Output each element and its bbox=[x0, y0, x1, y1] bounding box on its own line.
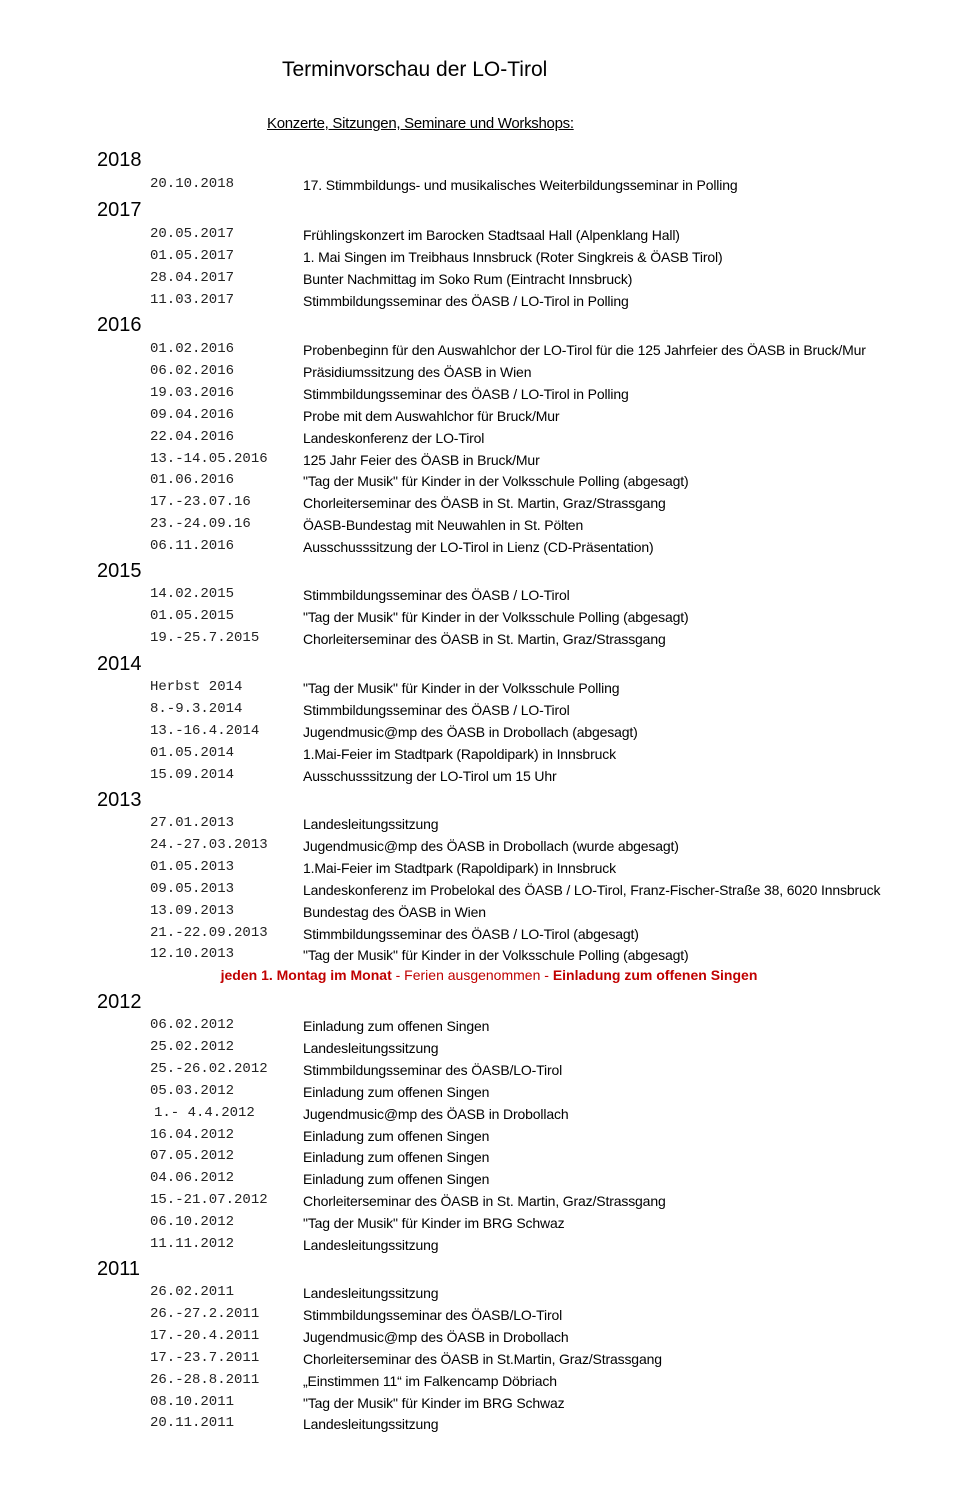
event-row bbox=[0, 341, 978, 363]
event-description: Chorleiterseminar des ÖASB in St.Martin, Graz/Strassgang bbox=[303, 1350, 662, 1367]
event-row bbox=[0, 1105, 978, 1127]
event-description: Ausschusssitzung der LO-Tirol in Lienz (CD-Präsentation) bbox=[303, 539, 654, 556]
year-heading: 2013 bbox=[97, 789, 142, 811]
event-description: Einladung zum offenen Singen bbox=[303, 1083, 490, 1100]
event-description: "Tag der Musik" für Kinder in der Volksschule Polling (abgesagt) bbox=[303, 947, 689, 964]
event-date: 01.02.2016 bbox=[150, 341, 235, 357]
event-row bbox=[0, 385, 978, 407]
event-row bbox=[0, 745, 978, 767]
event-description: Stimmbildungsseminar des ÖASB / LO-Tirol bbox=[303, 587, 570, 603]
event-description: Chorleiterseminar des ÖASB in St. Martin, Graz/Strassgang bbox=[303, 495, 666, 512]
event-description: Einladung zum offenen Singen bbox=[303, 1171, 490, 1188]
event-row bbox=[0, 815, 978, 837]
event-row bbox=[0, 903, 978, 925]
event-description: Ausschusssitzung der LO-Tirol um 15 Uhr bbox=[303, 767, 557, 784]
event-date: 20.10.2018 bbox=[150, 176, 235, 192]
event-date: 06.02.2012 bbox=[150, 1017, 235, 1033]
event-row bbox=[0, 1328, 978, 1350]
event-description: Landesleitungssitzung bbox=[303, 1039, 439, 1056]
event-date: 25.02.2012 bbox=[150, 1038, 235, 1055]
event-date: 15.09.2014 bbox=[150, 766, 235, 783]
event-description: 17. Stimmbildungs- und musikalisches Weiterbildungsseminar in Polling bbox=[303, 177, 738, 193]
event-date: 13.-14.05.2016 bbox=[150, 450, 268, 467]
event-row bbox=[0, 701, 978, 723]
event-description: "Tag der Musik" für Kinder im BRG Schwaz bbox=[303, 1394, 565, 1411]
event-row bbox=[0, 1350, 978, 1372]
event-description: Stimmbildungsseminar des ÖASB / LO-Tirol bbox=[303, 701, 570, 718]
event-date: 11.11.2012 bbox=[150, 1236, 235, 1252]
event-row bbox=[0, 1192, 978, 1214]
event-date: 17.-23.7.2011 bbox=[150, 1349, 260, 1366]
event-date: 14.02.2015 bbox=[150, 586, 235, 602]
event-date: 08.10.2011 bbox=[150, 1393, 235, 1410]
event-date: 13.-16.4.2014 bbox=[150, 722, 260, 739]
event-description: "Tag der Musik" für Kinder in der Volksschule Polling bbox=[303, 680, 620, 696]
event-date: 05.03.2012 bbox=[150, 1082, 235, 1099]
event-description: Bundestag des ÖASB in Wien bbox=[303, 903, 486, 920]
event-date: 26.02.2011 bbox=[150, 1284, 235, 1300]
event-date: 20.05.2017 bbox=[150, 226, 235, 242]
year-heading: 2018 bbox=[97, 149, 142, 171]
event-date: 26.-28.8.2011 bbox=[150, 1371, 260, 1388]
event-row bbox=[0, 429, 978, 451]
notice-exception: - Ferien ausgenommen - bbox=[391, 967, 553, 983]
event-date: 21.-22.09.2013 bbox=[150, 924, 268, 941]
event-description: Frühlingskonzert im Barocken Stadtsaal Hall (Alpenklang Hall) bbox=[303, 227, 680, 243]
event-row bbox=[0, 226, 978, 248]
year-heading: 2016 bbox=[97, 314, 142, 336]
event-date: 01.06.2016 bbox=[150, 472, 235, 489]
year-heading: 2012 bbox=[97, 991, 142, 1013]
event-description: ÖASB-Bundestag mit Neuwahlen in St. Pölten bbox=[303, 517, 584, 534]
event-row bbox=[0, 292, 978, 314]
event-date: 26.-27.2.2011 bbox=[150, 1305, 260, 1322]
event-description: Jugendmusic@mp des ÖASB in Drobollach (wurde abgesagt) bbox=[303, 837, 679, 854]
event-description: 1.Mai-Feier im Stadtpark (Rapoldipark) in Innsbruck bbox=[303, 745, 616, 762]
event-description: Landesleitungssitzung bbox=[303, 1285, 439, 1301]
event-date: 09.05.2013 bbox=[150, 880, 235, 897]
event-description: Bunter Nachmittag im Soko Rum (Eintracht Innsbruck) bbox=[303, 270, 633, 287]
event-date: 8.-9.3.2014 bbox=[150, 700, 243, 717]
event-date: 01.05.2014 bbox=[150, 744, 235, 761]
year-heading: 2015 bbox=[97, 560, 142, 582]
event-description: Stimmbildungsseminar des ÖASB/LO-Tirol bbox=[303, 1306, 563, 1323]
event-description: "Tag der Musik" für Kinder in der Volksschule Polling (abgesagt) bbox=[303, 473, 689, 490]
event-row bbox=[0, 176, 978, 198]
event-row bbox=[0, 723, 978, 745]
event-description: 125 Jahr Feier des ÖASB in Bruck/Mur bbox=[303, 451, 540, 468]
event-date: 13.09.2013 bbox=[150, 902, 235, 919]
event-date: 06.11.2016 bbox=[150, 538, 235, 555]
event-row bbox=[0, 1306, 978, 1328]
event-row bbox=[0, 1415, 978, 1437]
event-row bbox=[0, 1061, 978, 1083]
event-date: 04.06.2012 bbox=[150, 1170, 235, 1187]
event-row bbox=[0, 1127, 978, 1149]
event-row bbox=[0, 1017, 978, 1039]
event-description: 1.Mai-Feier im Stadtpark (Rapoldipark) in Innsbruck bbox=[303, 859, 616, 876]
event-row bbox=[0, 859, 978, 881]
event-date: 20.11.2011 bbox=[150, 1415, 235, 1432]
event-row bbox=[0, 1148, 978, 1170]
event-row bbox=[0, 1170, 978, 1192]
event-row bbox=[0, 1372, 978, 1394]
event-date: 22.04.2016 bbox=[150, 428, 235, 445]
event-date: 25.-26.02.2012 bbox=[150, 1060, 268, 1077]
event-description: Chorleiterseminar des ÖASB in St. Martin, Graz/Strassgang bbox=[303, 1193, 666, 1210]
event-date: 24.-27.03.2013 bbox=[150, 836, 268, 853]
event-description: „Einstimmen 11“ im Falkencamp Döbriach bbox=[303, 1372, 557, 1389]
notice-schedule: jeden 1. Montag im Monat bbox=[220, 967, 392, 983]
event-description: Stimmbildungsseminar des ÖASB / LO-Tirol in Polling bbox=[303, 385, 629, 402]
event-row bbox=[0, 516, 978, 538]
event-date: 19.-25.7.2015 bbox=[150, 629, 260, 646]
event-date: 07.05.2012 bbox=[150, 1148, 235, 1165]
event-description: 1. Mai Singen im Treibhaus Innsbruck (Roter Singkreis & ÖASB Tirol) bbox=[303, 248, 723, 265]
event-description: Stimmbildungsseminar des ÖASB / LO-Tirol in Polling bbox=[303, 292, 629, 309]
event-date: 28.04.2017 bbox=[150, 269, 235, 286]
event-description: Stimmbildungsseminar des ÖASB / LO-Tirol (abgesagt) bbox=[303, 925, 639, 942]
event-description: Landeskonferenz der LO-Tirol bbox=[303, 429, 485, 446]
event-date: 06.10.2012 bbox=[150, 1214, 235, 1231]
page-title: Terminvorschau der LO-Tirol bbox=[282, 58, 548, 81]
event-description: Stimmbildungsseminar des ÖASB/LO-Tirol bbox=[303, 1061, 563, 1078]
event-row bbox=[0, 472, 978, 494]
event-date: 16.04.2012 bbox=[150, 1126, 235, 1143]
event-date: 06.02.2016 bbox=[150, 362, 235, 379]
event-row bbox=[0, 363, 978, 385]
event-row bbox=[0, 1236, 978, 1258]
event-date: 11.03.2017 bbox=[150, 291, 235, 308]
event-row bbox=[0, 451, 978, 473]
event-row bbox=[0, 1039, 978, 1061]
event-row bbox=[0, 946, 978, 968]
event-description: Jugendmusic@mp des ÖASB in Drobollach (abgesagt) bbox=[303, 723, 638, 740]
event-description: Landesleitungssitzung bbox=[303, 816, 439, 832]
event-description: "Tag der Musik" für Kinder in der Volksschule Polling (abgesagt) bbox=[303, 608, 689, 625]
event-row bbox=[0, 1214, 978, 1236]
event-date: 17.-23.07.16 bbox=[150, 494, 251, 511]
event-row bbox=[0, 608, 978, 630]
event-row bbox=[0, 586, 978, 608]
year-heading: 2014 bbox=[97, 653, 142, 675]
event-row bbox=[0, 679, 978, 701]
event-row bbox=[0, 1083, 978, 1105]
event-date: 17.-20.4.2011 bbox=[150, 1327, 260, 1344]
event-row bbox=[0, 1284, 978, 1306]
event-description: Einladung zum offenen Singen bbox=[303, 1018, 490, 1034]
event-description: Einladung zum offenen Singen bbox=[303, 1127, 490, 1144]
event-date: 01.05.2013 bbox=[150, 858, 235, 875]
event-date: Herbst 2014 bbox=[150, 679, 243, 695]
event-description: "Tag der Musik" für Kinder im BRG Schwaz bbox=[303, 1215, 565, 1232]
event-date: 01.05.2015 bbox=[150, 607, 235, 624]
page-subtitle: Konzerte, Sitzungen, Seminare und Workshops: bbox=[267, 115, 574, 132]
event-row bbox=[0, 407, 978, 429]
event-date: 19.03.2016 bbox=[150, 384, 235, 401]
event-description: Präsidiumssitzung des ÖASB in Wien bbox=[303, 363, 532, 380]
event-row bbox=[0, 925, 978, 947]
event-description: Jugendmusic@mp des ÖASB in Drobollach bbox=[303, 1105, 569, 1122]
event-date: 09.04.2016 bbox=[150, 406, 235, 423]
event-description: Chorleiterseminar des ÖASB in St. Martin, Graz/Strassgang bbox=[303, 630, 666, 647]
year-heading: 2011 bbox=[97, 1258, 141, 1280]
event-date: 23.-24.09.16 bbox=[150, 516, 251, 533]
notice-invitation: Einladung zum offenen Singen bbox=[552, 967, 758, 983]
event-row bbox=[0, 248, 978, 270]
event-row bbox=[0, 767, 978, 789]
event-description: Probenbeginn für den Auswahlchor der LO-Tirol für die 125 Jahrfeier des ÖASB in Bruck/Mur bbox=[303, 342, 866, 358]
event-description: Landesleitungssitzung bbox=[303, 1237, 439, 1253]
year-heading: 2017 bbox=[97, 199, 142, 221]
event-row bbox=[0, 630, 978, 652]
event-row bbox=[0, 494, 978, 516]
event-description: Probe mit dem Auswahlchor für Bruck/Mur bbox=[303, 407, 560, 424]
event-date: 15.-21.07.2012 bbox=[150, 1192, 268, 1209]
event-row bbox=[0, 837, 978, 859]
event-row bbox=[0, 1394, 978, 1416]
event-row bbox=[0, 881, 978, 903]
event-date: 27.01.2013 bbox=[150, 815, 235, 831]
event-row bbox=[0, 538, 978, 560]
event-date: 1.- 4.4.2012 bbox=[154, 1104, 255, 1121]
event-date: 01.05.2017 bbox=[150, 247, 235, 264]
event-date: 12.10.2013 bbox=[150, 946, 235, 963]
event-description: Einladung zum offenen Singen bbox=[303, 1149, 490, 1166]
event-row bbox=[0, 270, 978, 292]
event-description: Jugendmusic@mp des ÖASB in Drobollach bbox=[303, 1328, 569, 1345]
event-description: Landesleitungssitzung bbox=[303, 1416, 439, 1433]
event-description: Landeskonferenz im Probelokal des ÖASB / LO-Tirol, Franz-Fischer-Straße 38, 6020 Innsbruck bbox=[303, 881, 881, 898]
singing-notice bbox=[0, 967, 978, 983]
